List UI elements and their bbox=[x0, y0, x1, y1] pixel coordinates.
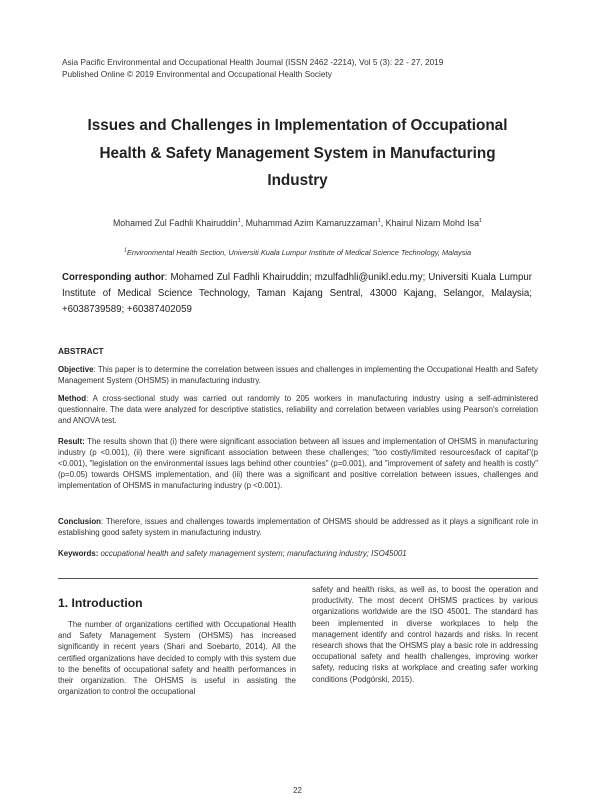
introduction-left-column: The number of organizations certified with Occupational Health and Safety Management System (OHSMS) has increased significantly in recent years (Shari and Soebarto, 2014). All the certified organizations have decided to comply with this system due to the benefits of occupational safety and health performances in their organization. The OHSMS is useful in assisting the organization to control the occupational bbox=[58, 620, 296, 697]
introduction-right-column: safety and health risks, as well as, to boost the operation and productivity. The most decent OHSMS practices by various organizations worldwide are the ISO 45001. The standard has been implemented in diverse workplaces to help the management identify and control hazards and risks. In recent research shows that the OHSMS play a basic role in addressing occupational safety and health challenges, improving worker safety, reducing risks at workplace and creating safer working conditions (Podgórski, 2015). bbox=[312, 585, 538, 684]
abstract-result bbox=[58, 436, 538, 491]
affiliation-text: Environmental Health Section, Universiti Kuala Lumpur Institute of Medical Science Technology, Malaysia bbox=[126, 248, 472, 257]
introduction-heading: 1. Introduction bbox=[58, 596, 143, 610]
author-1: Mohamed Zul Fadhli Khairuddin bbox=[112, 218, 238, 228]
objective-label: Objective bbox=[58, 365, 94, 374]
author-list bbox=[40, 218, 555, 228]
author-1-affil: 1 bbox=[237, 218, 241, 225]
keywords-label: Keywords: bbox=[58, 549, 99, 558]
author-2-affil: 1 bbox=[377, 218, 381, 225]
journal-header bbox=[62, 56, 542, 80]
result-label: Result: bbox=[58, 437, 85, 446]
journal-published: Published Online © 2019 Environmental and Occupational Health Society bbox=[62, 69, 332, 79]
conclusion-text: : Therefore, issues and challenges towards implementation of OHSMS should be addressed as it plays a significant role in establishing good safety system in manufacturing industry. bbox=[58, 517, 538, 537]
journal-citation: Asia Pacific Environmental and Occupational Health Journal (ISSN 2462 -2214), Vol 5 (3): 22 - 27, 2019 bbox=[62, 57, 444, 67]
abstract-objective bbox=[58, 364, 538, 386]
result-text: The results shown that (i) there were significant association between all issues and implementation of OHSMS in manufacturing industry (p <0.001), (ii) there were significant association between these challenges; "too costly/limited resources/lack of capital"(p <0.001), "legislation on the environmental issues lags behind other countries" (p=0.001), and "improvement of safety and health is costly"(p=0.05) towards OHSMS implementation, and (iii) there was a significant and positive correlation between issues, challenges and implementation of OHSMS in manufacturing industry (p <0.001). bbox=[58, 437, 538, 490]
paper-title bbox=[50, 112, 545, 195]
keywords-text: occupational health and safety management system; manufacturing industry; ISO45001 bbox=[98, 549, 407, 558]
conclusion-label: Conclusion bbox=[58, 517, 101, 526]
abstract-keywords bbox=[58, 548, 538, 559]
method-label: Method bbox=[58, 394, 87, 403]
author-separator: , bbox=[240, 218, 246, 228]
page-number: 22 bbox=[293, 786, 302, 795]
title-line-3: Industry bbox=[267, 172, 328, 189]
corresponding-author bbox=[62, 270, 532, 317]
section-divider bbox=[58, 578, 538, 579]
title-line-1: Issues and Challenges in Implementation of Occupational bbox=[87, 117, 508, 134]
author-separator: , bbox=[380, 218, 386, 228]
corresponding-label: Corresponding author bbox=[62, 272, 165, 283]
author-3-affil: 1 bbox=[478, 218, 483, 225]
affiliation bbox=[40, 248, 555, 257]
author-3: Khairul Nizam Mohd Isa bbox=[385, 218, 479, 228]
author-2: Muhammad Azim Kamaruzzaman bbox=[245, 218, 378, 228]
method-text: : A cross-sectional study was carried out randomly to 205 workers in manufacturing industry using a self-administered questionnaire. The data were analyzed for descriptive statistics, reliability and correlation between variables using Pearson's correlation and ANOVA test. bbox=[58, 394, 538, 425]
affiliation-marker: 1 bbox=[123, 247, 127, 254]
abstract-heading: ABSTRACT bbox=[58, 346, 104, 356]
abstract-method bbox=[58, 393, 538, 426]
objective-text: : This paper is to determine the correlation between issues and challenges in implementing the Occupational Health and Safety Management System (OHSMS) in manufacturing industry. bbox=[58, 365, 538, 385]
corresponding-text: : Mohamed Zul Fadhli Khairuddin; mzulfadhli@unikl.edu.my; Universiti Kuala Lumpur Institute of Medical Science Technology, Taman Kajang Sentral, 43000 Kajang, Selangor, Malaysia; +6038739589; +60387402059 bbox=[62, 272, 532, 315]
abstract-conclusion bbox=[58, 516, 538, 538]
title-line-2: Health & Safety Management System in Manufacturing bbox=[99, 144, 496, 162]
